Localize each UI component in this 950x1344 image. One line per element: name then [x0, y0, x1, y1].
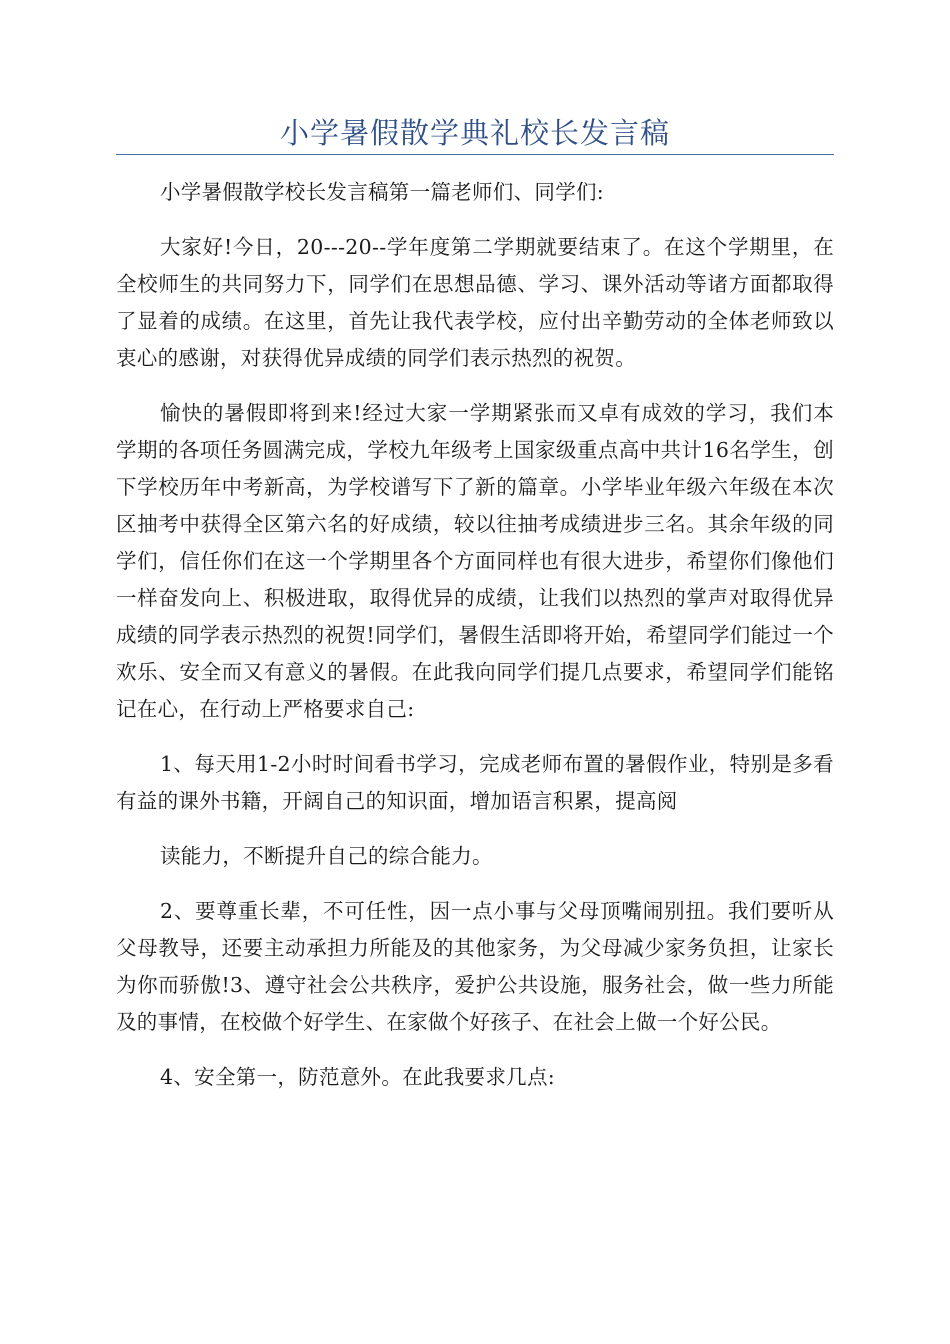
paragraph-greeting: 小学暑假散学校长发言稿第一篇老师们、同学们: — [160, 180, 605, 204]
title-underline — [116, 154, 834, 155]
paragraph-item-1-continued: 读能力，不断提升自己的综合能力。 — [160, 844, 493, 868]
paragraph-item-4: 4、安全第一，防范意外。在此我要求几点: — [160, 1065, 555, 1089]
paragraph-achievements: 愉快的暑假即将到来!经过大家一学期紧张而又卓有成效的学习，我们本学期的各项任务圆满完成，学校九年级考上国家级重点高中共计16名学生，创下学校历年中考新高，为学校谱写下了新的篇章。小学毕业年级六年级在本次区抽考中获得全区第六名的好成绩，较以往抽考成绩进步三名。其余年级的同学们，信任你们在这一个学期里各个方面同样也有很大进步，希望你们像他们一样奋发向上、积极进取，取得优异的成绩，让我们以热烈的掌声对取得优异成绩的同学表示热烈的祝贺!同学们，暑假生活即将开始，希望同学们能过一个欢乐、安全而又有意义的暑假。在此我向同学们提几点要求，希望同学们能铭记在心，在行动上严格要求自己: — [116, 401, 834, 721]
paragraph-item-1: 1、每天用1-2小时时间看书学习，完成老师布置的暑假作业，特别是多看有益的课外书籍，开阔自己的知识面，增加语言积累，提高阅 — [116, 752, 834, 813]
document-title: 小学暑假散学典礼校长发言稿 — [279, 116, 670, 150]
document-body — [116, 174, 834, 1114]
paragraph-opening: 大家好!今日，20---20--学年度第二学期就要结束了。在这个学期里，在全校师生的共同努力下，同学们在思想品德、学习、课外活动等诸方面都取得了显着的成绩。在这里，首先让我代表学校，应付出辛勤劳动的全体老师致以衷心的感谢，对获得优异成绩的同学们表示热烈的祝贺。 — [116, 235, 834, 370]
paragraph-item-2-3: 2、要尊重长辈，不可任性，因一点小事与父母顶嘴闹别扭。我们要听从父母教导，还要主动承担力所能及的其他家务，为父母减少家务负担，让家长为你而骄傲!3、遵守社会公共秩序，爱护公共设施，服务社会，做一些力所能及的事情，在校做个好学生、在家做个好孩子、在社会上做一个好公民。 — [116, 899, 834, 1034]
